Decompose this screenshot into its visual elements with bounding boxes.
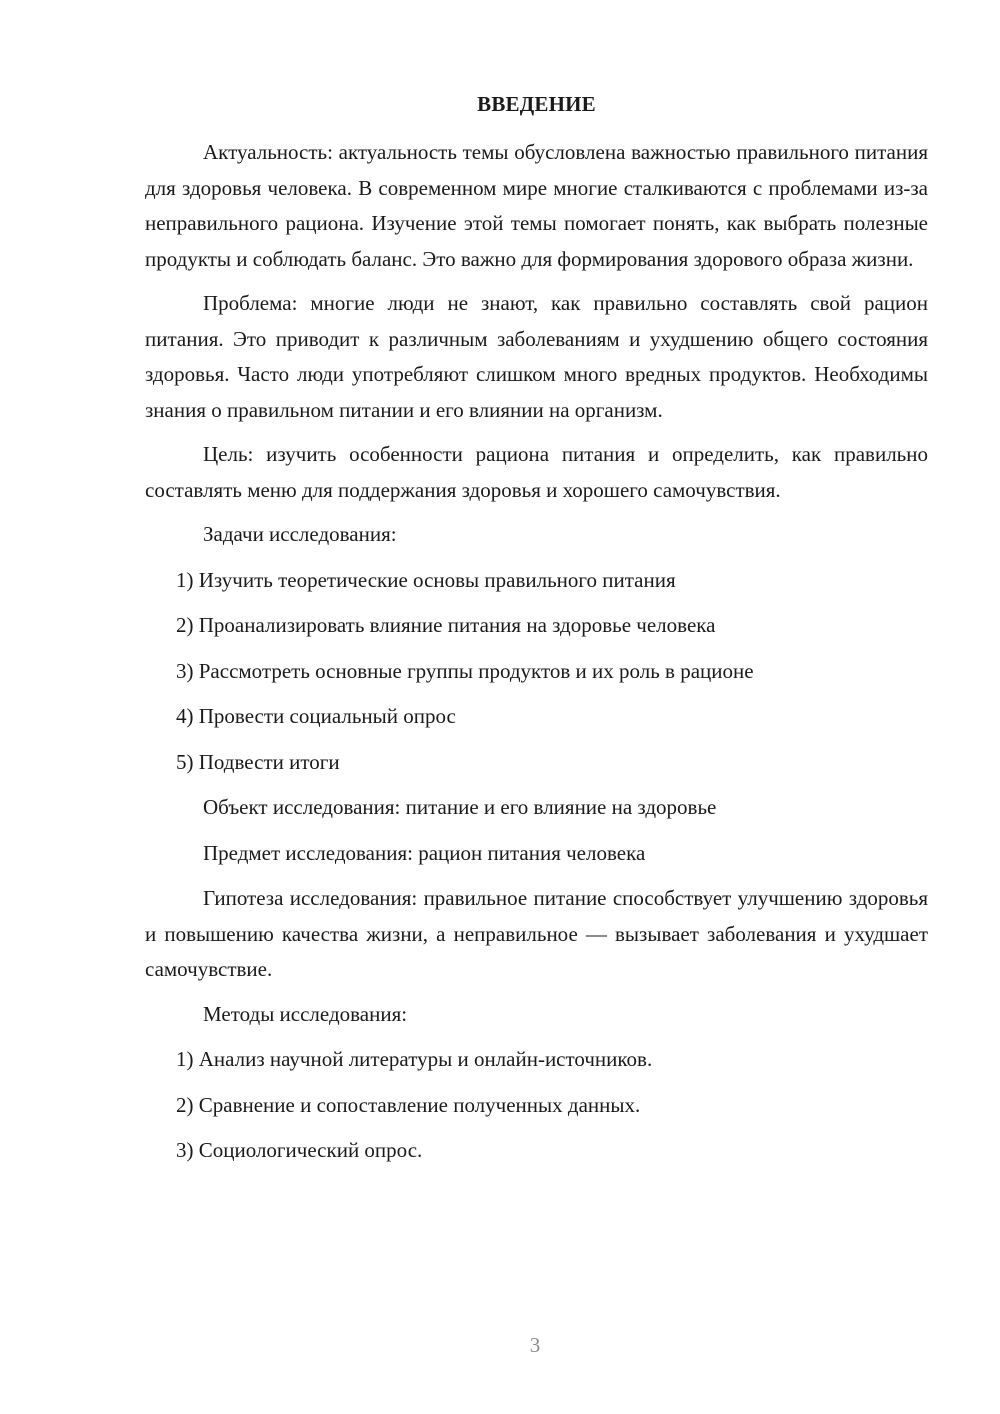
list-item: 1) Анализ научной литературы и онлайн-источников. — [176, 1047, 653, 1071]
list-item: 2) Сравнение и сопоставление полученных данных. — [176, 1092, 641, 1117]
tasks-list — [145, 563, 928, 781]
list-item: 5) Подвести итоги — [176, 749, 340, 774]
relevance-paragraph: Актуальность: актуальность темы обусловлена важностью правильного питания для здоровья человека. В современном мире многие сталкиваются с проблемами из-за неправильного рациона. Изучение этой темы помогает понять, как выбрать полезные продукты и соблюдать баланс. Это важно для формирования здорового образа жизни. — [145, 140, 928, 271]
methods-heading: Методы исследования: — [203, 1001, 408, 1026]
research-object: Объект исследования: питание и его влияние на здоровье — [203, 795, 717, 819]
document-page — [145, 92, 928, 1179]
list-item: 3) Социологический опрос. — [176, 1138, 423, 1162]
research-subject: Предмет исследования: рацион питания человека — [203, 840, 646, 865]
hypothesis-paragraph: Гипотеза исследования: правильное питание способствует улучшению здоровья и повышению качества жизни, а неправильное — вызывает заболевания и ухудшает самочувствие. — [145, 886, 928, 981]
list-item: 1) Изучить теоретические основы правильного питания — [176, 567, 676, 592]
list-item: 4) Провести социальный опрос — [176, 704, 456, 728]
list-item: 2) Проанализировать влияние питания на здоровье человека — [176, 613, 716, 637]
tasks-heading: Задачи исследования: — [203, 522, 397, 546]
page-number: 3 — [529, 1333, 541, 1357]
goal-paragraph: Цель: изучить особенности рациона питания и определить, как правильно составлять меню для поддержания здоровья и хорошего самочувствия. — [145, 442, 928, 502]
list-item: 3) Рассмотреть основные группы продуктов и их роль в рационе — [176, 658, 754, 683]
page-title: ВВЕДЕНИЕ — [477, 92, 596, 116]
problem-paragraph: Проблема: многие люди не знают, как правильно составлять свой рацион питания. Это приводит к различным заболеваниям и ухудшению общего состояния здоровья. Часто люди употребляют слишком много вредных продуктов. Необходимы знания о правильном питании и его влиянии на организм. — [145, 291, 928, 422]
methods-list — [145, 1042, 928, 1169]
